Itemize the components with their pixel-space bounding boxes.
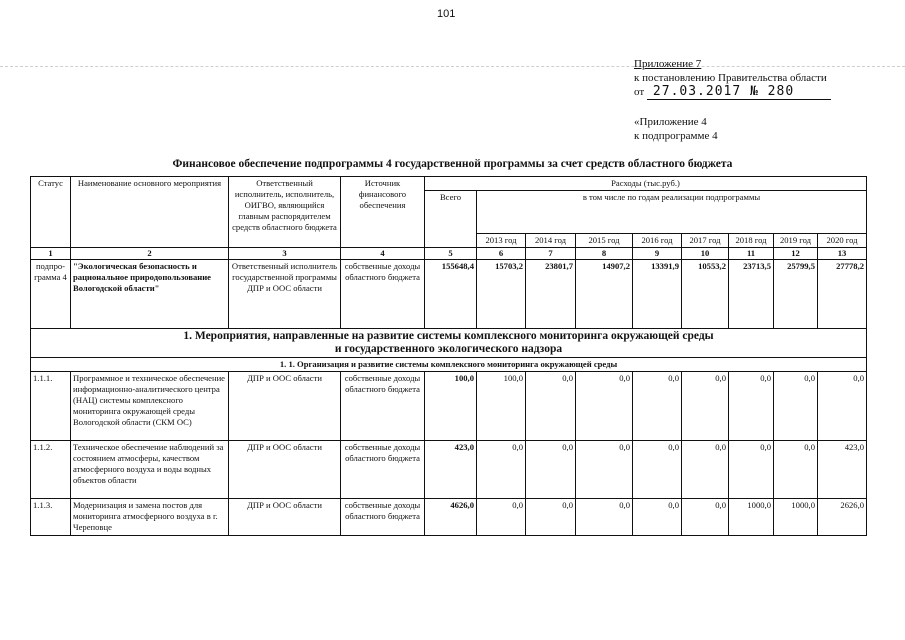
appendix-title: Приложение 7 [634,58,702,70]
row-value: 0,0 [774,372,818,441]
row-value: 100,0 [477,372,526,441]
row-value: 0,0 [729,441,774,499]
row-value: 0,0 [477,499,526,536]
page-number: 101 [437,8,456,20]
row-value: 0,0 [526,372,576,441]
row-value: 0,0 [633,372,682,441]
appendix-subblock [634,115,718,143]
table-row [31,499,867,536]
subprogram-value: 23801,7 [526,260,576,329]
appendix-sub-ref: к подпрограмме 4 [634,130,718,142]
header-year: 2014 год [526,234,576,248]
subprogram-name: "Экологическая безопасность и рациональное природопользование Вологодской области" [71,260,229,329]
subprogram-value: 13391,9 [633,260,682,329]
row-value: 0,0 [576,441,633,499]
row-value: 0,0 [576,372,633,441]
column-number: 7 [526,248,576,260]
header-row-1 [31,177,867,191]
column-number: 2 [71,248,229,260]
row-value: 0,0 [818,372,867,441]
row-number: 1.1.1. [31,372,71,441]
row-value: 0,0 [682,372,729,441]
row-value: 0,0 [633,499,682,536]
column-number: 8 [576,248,633,260]
column-number: 4 [341,248,425,260]
header-year: 2020 год [818,234,867,248]
row-value: 2626,0 [818,499,867,536]
column-number: 6 [477,248,526,260]
row-value: 0,0 [682,499,729,536]
subprogram-executor: Ответственный исполнитель государственной программы ДПР и ООС области [229,260,341,329]
row-value: 0,0 [633,441,682,499]
subprogram-value: 14907,2 [576,260,633,329]
header-executor: Ответственный исполнитель, исполнитель, ОИГВО, являющийся главным распорядителем средств областного бюджета [229,177,341,248]
column-number: 12 [774,248,818,260]
header-status: Статус [31,177,71,248]
row-value: 0,0 [729,372,774,441]
row-executor: ДПР и ООС области [229,441,341,499]
row-value: 0,0 [576,499,633,536]
subprogram-status: подпро-грамма 4 [31,260,71,329]
row-value: 0,0 [526,441,576,499]
row-source: собственные доходы областного бюджета [341,441,425,499]
row-total: 100,0 [425,372,477,441]
column-number: 5 [425,248,477,260]
column-number: 3 [229,248,341,260]
column-number: 10 [682,248,729,260]
subprogram-source: собственные доходы областного бюджета [341,260,425,329]
row-value: 0,0 [682,441,729,499]
subprogram-value: 23713,5 [729,260,774,329]
appendix-resolution: к постановлению Правительства области [634,72,827,84]
header-year: 2013 год [477,234,526,248]
column-number-row [31,248,867,260]
financing-table [30,176,867,536]
column-number: 11 [729,248,774,260]
header-name: Наименование основного мероприятия [71,177,229,248]
row-total: 423,0 [425,441,477,499]
row-name: Техническое обеспечение наблюдений за состоянием атмосферы, качеством атмосферного воздуха и воды водных объектов области [71,441,229,499]
section-title-line1: 1. Мероприятия, направленные на развитие системы комплексного мониторинга окружающей среды [183,330,714,342]
subsection-row [31,358,867,372]
appendix-sub-title: «Приложение 4 [634,116,707,128]
subprogram-value: 25799,5 [774,260,818,329]
column-number: 9 [633,248,682,260]
row-number: 1.1.3. [31,499,71,536]
section-title-row [31,329,867,358]
header-year: 2017 год [682,234,729,248]
appendix-block [634,57,831,100]
row-value: 1000,0 [729,499,774,536]
row-source: собственные доходы областного бюджета [341,499,425,536]
document-title: Финансовое обеспечение подпрограммы 4 государственной программы за счет средств областного бюджета [172,158,733,170]
table-row [31,372,867,441]
row-value: 0,0 [774,441,818,499]
row-value: 423,0 [818,441,867,499]
row-value: 0,0 [526,499,576,536]
row-number: 1.1.2. [31,441,71,499]
appendix-date-line [634,85,831,100]
subprogram-value: 10553,2 [682,260,729,329]
header-source: Источник финансового обеспечения [341,177,425,248]
subprogram-value: 27778,2 [818,260,867,329]
subsection-title: 1. 1. Организация и развитие системы комплексного мониторинга окружающей среды [31,358,867,372]
row-source: собственные доходы областного бюджета [341,372,425,441]
table-row [31,441,867,499]
appendix-date-number: 27.03.2017 № 280 [647,85,831,100]
section-title-line2: и государственного экологического надзора [334,343,563,355]
subprogram-row [31,260,867,329]
column-number: 13 [818,248,867,260]
row-executor: ДПР и ООС области [229,372,341,441]
row-value: 0,0 [477,441,526,499]
section-title [31,329,867,358]
header-year: 2016 год [633,234,682,248]
header-year: 2018 год [729,234,774,248]
row-name: Модернизация и замена постов для мониторинга атмосферного воздуха в г. Череповце [71,499,229,536]
row-executor: ДПР и ООС области [229,499,341,536]
header-year: 2015 год [576,234,633,248]
header-expenses: Расходы (тыс.руб.) [425,177,867,191]
row-value: 1000,0 [774,499,818,536]
header-total: Всего [425,191,477,248]
subprogram-value: 15703,2 [477,260,526,329]
header-year: 2019 год [774,234,818,248]
column-number: 1 [31,248,71,260]
row-total: 4626,0 [425,499,477,536]
subprogram-value: 155648,4 [425,260,477,329]
header-by-years: в том числе по годам реализации подпрограммы [477,191,867,234]
row-name: Программное и техническое обеспечение информационно-аналитического центра (НАЦ) системы комплексного мониторинга окружающей среды Вологодской области (СКМ ОС) [71,372,229,441]
appendix-date-prefix: от [634,86,645,98]
